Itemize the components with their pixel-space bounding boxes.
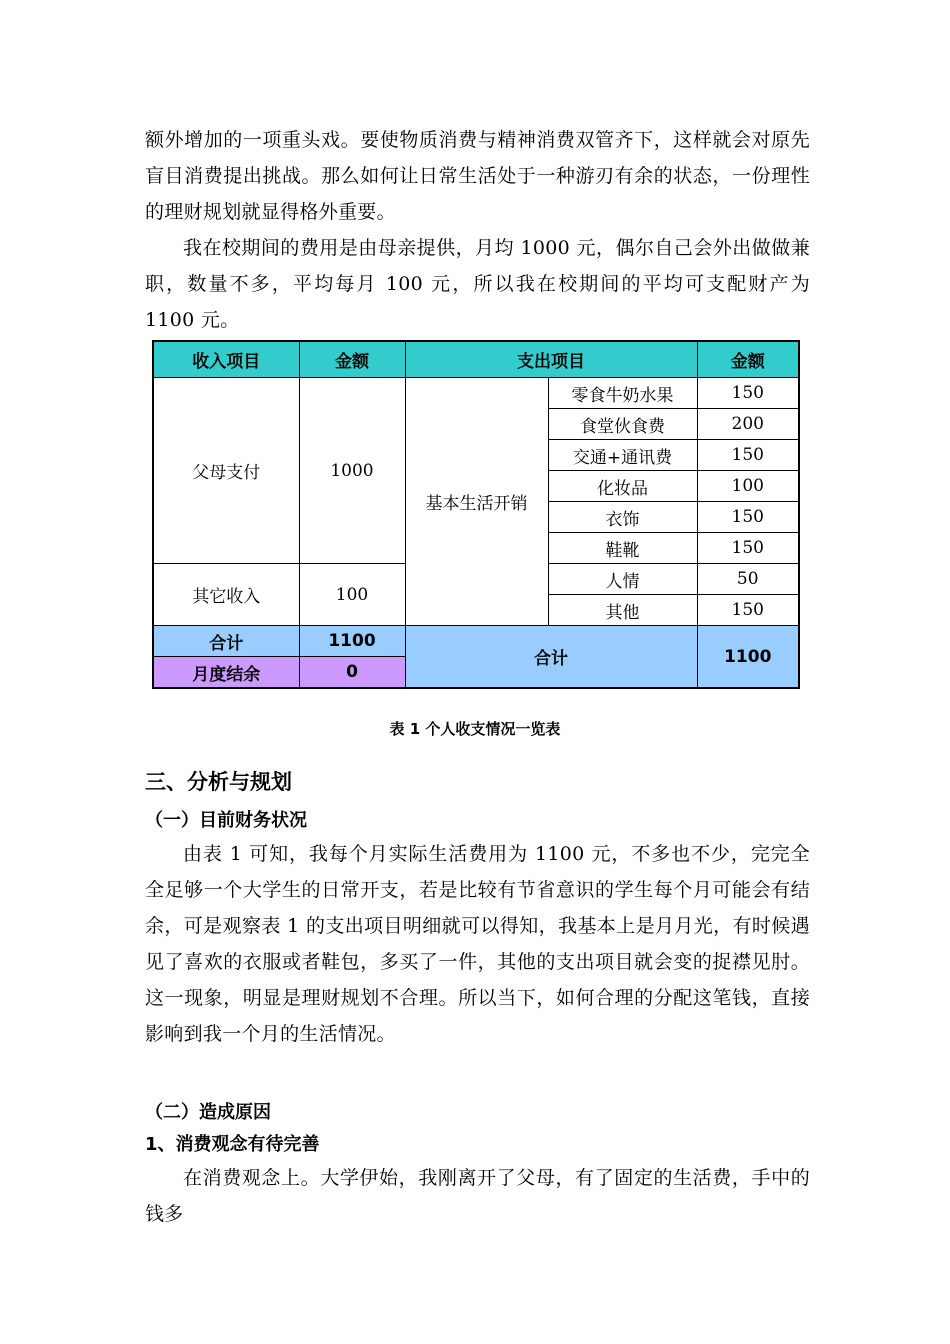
subsection-heading: 1、消费观念有待完善 [145,1134,320,1155]
expense-item: 其他 [548,595,697,626]
paragraph-income: 我在校期间的费用是由母亲提供，月均 1000 元，偶尔自己会外出做做兼职，数量不多，平均每月 100 元，所以我在校期间的平均可支配财产为 1100 元。 [145,237,810,331]
subsection-heading: （二）造成原因 [145,1102,271,1123]
paragraph-analysis: 由表 1 可知，我每个月实际生活费用为 1100 元，不多也不少，完完全全足够一个大学生的日常开支，若是比较有节省意识的学生每个月可能会有结余，可是观察表 1 的支出项目明细就可以得知，我基本上是月月光，有时候遇见了喜欢的衣服或者鞋包，多买了一件，其他的支出项目就会变的捉襟见肘。这一现象，明显是理财规划不合理。所以当下，如何合理的分配这笔钱，直接影响到我一个月的生活情况。 [145,843,810,1045]
expense-amount: 200 [697,409,799,440]
expense-amount: 150 [697,502,799,533]
header-income-item: 收入项目 [153,341,299,378]
header-income-amount: 金额 [299,341,405,378]
balance-value: 0 [299,657,405,689]
expense-total-label: 合计 [405,626,697,689]
expense-category: 基本生活开销 [405,378,548,626]
expense-item: 鞋靴 [548,533,697,564]
income-total-value: 1100 [299,626,405,657]
header-expense-item: 支出项目 [405,341,697,378]
paragraph-consumption: 在消费观念上。大学伊始，我刚离开了父母，有了固定的生活费，手中的钱多 [145,1167,810,1225]
income-total-label: 合计 [153,626,299,657]
expense-item: 交通+通讯费 [548,440,697,471]
income-item-parents: 父母支付 [153,378,299,564]
expense-amount: 150 [697,595,799,626]
expense-item: 化妆品 [548,471,697,502]
income-expense-table [152,340,800,689]
subsection-heading: （一）目前财务状况 [145,810,307,831]
paragraph-intro: 额外增加的一项重头戏。要使物质消费与精神消费双管齐下，这样就会对原先盲目消费提出挑战。那么如何让日常生活处于一种游刃有余的状态，一份理性的理财规划就显得格外重要。 [145,129,810,223]
expense-item: 食堂伙食费 [548,409,697,440]
header-expense-amount: 金额 [697,341,799,378]
balance-label: 月度结余 [153,657,299,689]
section-heading: 三、分析与规划 [145,770,292,794]
expense-amount: 150 [697,533,799,564]
expense-amount: 150 [697,378,799,409]
expense-amount: 100 [697,471,799,502]
income-amount-other: 100 [299,564,405,626]
income-amount-parents: 1000 [299,378,405,564]
expense-amount: 150 [697,440,799,471]
expense-item: 零食牛奶水果 [548,378,697,409]
expense-amount: 50 [697,564,799,595]
table-caption: 表 1 个人收支情况一览表 [389,720,561,738]
expense-item: 衣饰 [548,502,697,533]
expense-total-value: 1100 [697,626,799,689]
expense-item: 人情 [548,564,697,595]
income-item-other: 其它收入 [153,564,299,626]
